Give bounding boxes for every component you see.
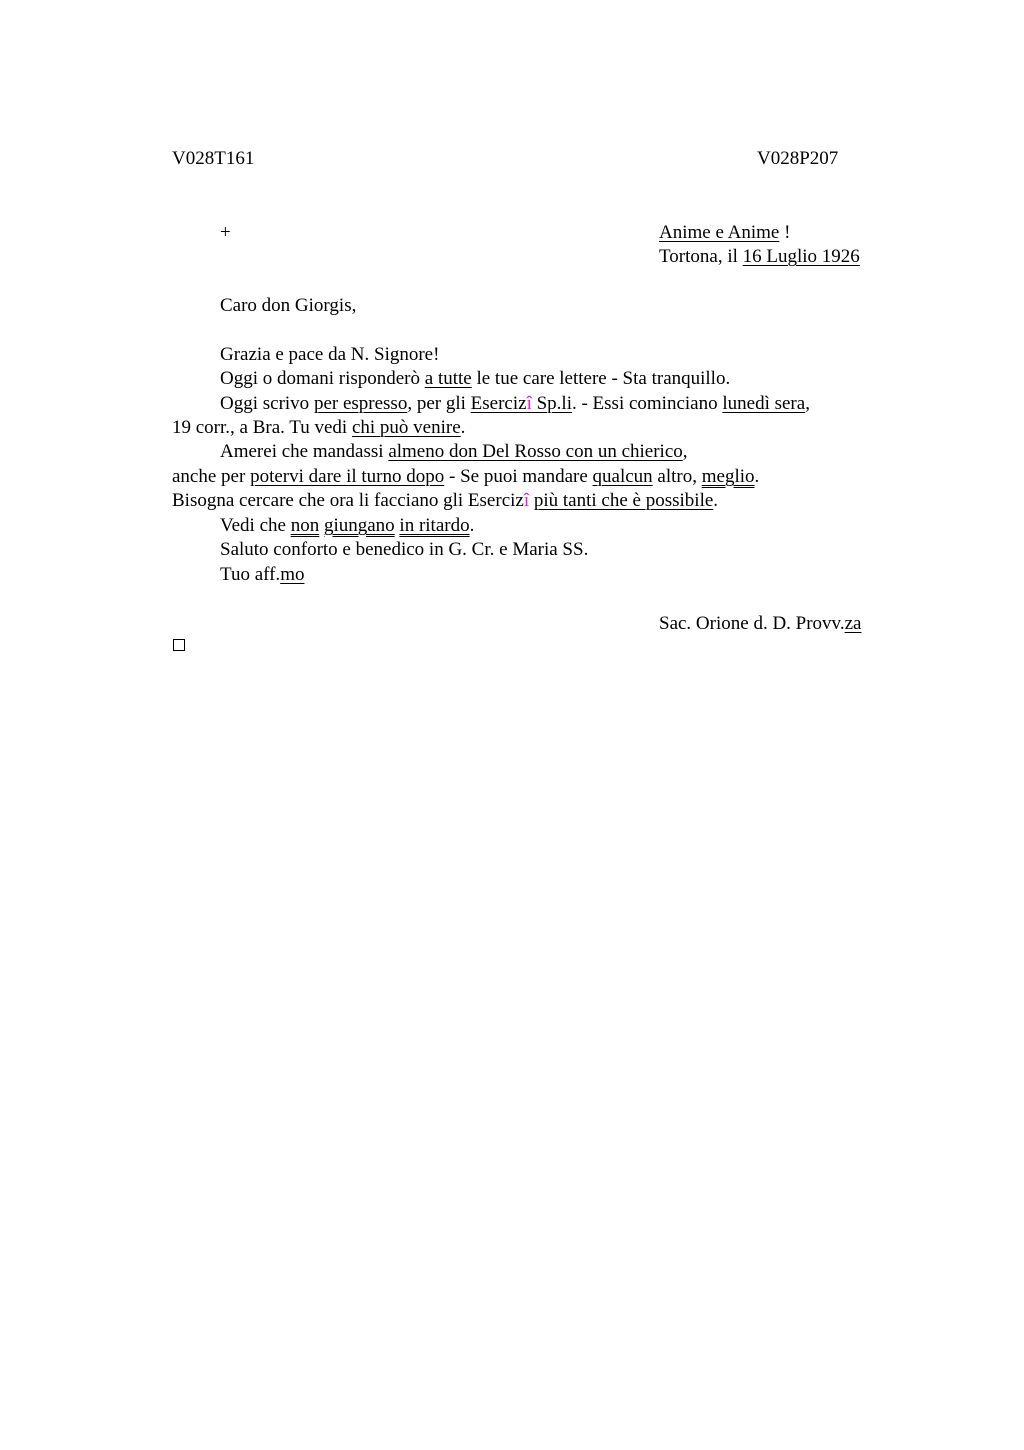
header-right-code: V028P207 <box>757 148 839 169</box>
body-line-3: Oggi scrivo per espresso, per gli Esercizî Sp.li. - Essi cominciano lunedì sera, <box>220 393 810 414</box>
body-line-8: Vedi che non giungano in ritardo. <box>220 515 475 536</box>
body-line-7: Bisogna cercare che ora li facciano gli Esercizî più tanti che è possibile. <box>172 490 719 511</box>
date: 16 Luglio 1926 <box>742 246 860 267</box>
body-line-2: Oggi o domani risponderò a tutte le tue care lettere - Sta tranquillo. <box>220 368 731 389</box>
header-left-code: V028T161 <box>172 148 255 169</box>
body-line-5: Amerei che mandassi almeno don Del Rosso con un chierico, <box>220 441 688 462</box>
body-line-9: Saluto conforto e benedico in G. Cr. e Maria SS. <box>220 539 589 560</box>
body-line-6: anche per potervi dare il turno dopo - Se puoi mandare qualcun altro, meglio. <box>172 466 760 487</box>
cross-mark: + <box>220 222 231 243</box>
body-line-1: Grazia e pace da N. Signore! <box>220 344 440 365</box>
motto: Anime e Anime ! <box>659 222 791 243</box>
checkbox-square-icon <box>173 639 185 651</box>
signature: Sac. Orione d. D. Provv.za <box>659 613 862 634</box>
closing: Tuo aff.mo <box>220 564 305 585</box>
salutation: Caro don Giorgis, <box>220 295 357 316</box>
motto-underlined: Anime e Anime <box>659 222 780 243</box>
body-line-4: 19 corr., a Bra. Tu vedi chi può venire. <box>172 417 466 438</box>
dateline: Tortona, il 16 Luglio 1926 <box>659 246 860 267</box>
